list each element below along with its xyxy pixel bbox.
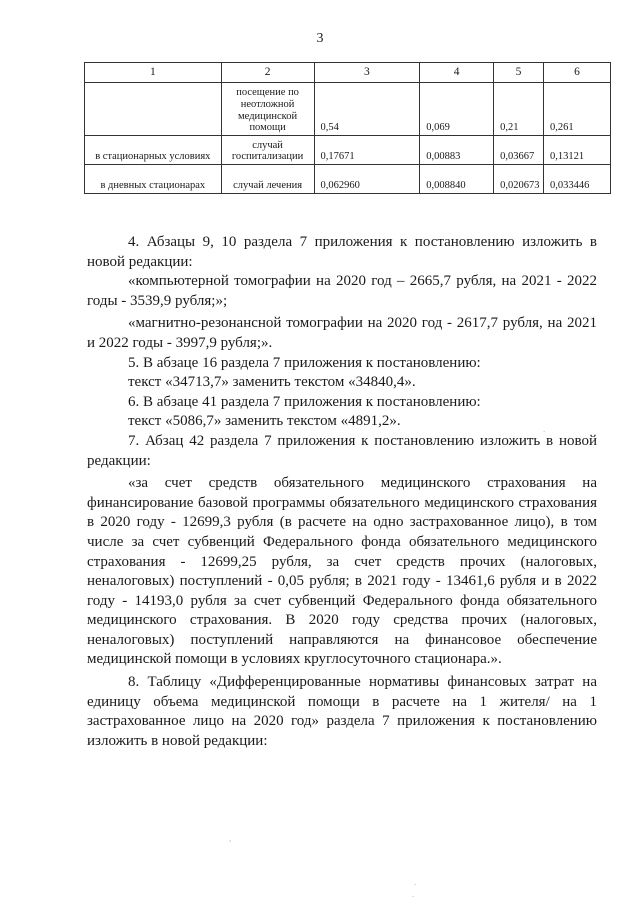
table-header-cell: 5 <box>494 63 544 83</box>
paragraph-item-7: 7. Абзац 42 раздела 7 приложения к постановлению изложить в новой редакции: <box>87 432 597 469</box>
document-body <box>87 233 597 751</box>
table-row <box>85 165 611 194</box>
table-cell: в стационарных условиях <box>85 136 222 165</box>
table-cell: 0,21 <box>494 83 544 136</box>
table-cell: 0,03667 <box>494 136 544 165</box>
scan-mark: . <box>543 424 546 434</box>
table-header-cell: 6 <box>544 63 611 83</box>
table-row <box>85 83 611 136</box>
table-header-row <box>85 63 611 83</box>
table-header-cell: 2 <box>221 63 314 83</box>
table-cell: 0,00883 <box>420 136 494 165</box>
scan-mark: , <box>229 833 232 843</box>
paragraph-item-8: 8. Таблицу «Дифференцированные нормативы финансовых затрат на единицу объема медицинской помощи в расчете на 1 жителя/ на 1 застрахованное лицо на 2020 год» раздела 7 приложения к постановлению изложить в новой редакции: <box>87 674 597 749</box>
table-cell: посещение по неотложной медицинской помощи <box>221 83 314 136</box>
table-cell: 0,033446 <box>544 165 611 194</box>
paragraph-quote: «магнитно-резонансной томографии на 2020 год - 2617,7 рубля, на 2021 и 2022 годы - 3997,9 рубля;». <box>87 315 597 351</box>
table-cell: 0,54 <box>314 83 420 136</box>
paragraph-quote: «за счет средств обязательного медицинского страхования на финансирование базовой программы обязательного медицинского страхования в 2020 году - 12699,3 рубля (в расчете на одно застрахованное лицо), в том числе за счет субвенций Федерального фонда обязательного медицинского страхования - 12699,25 рубля, за счет средств прочих (налоговых, неналоговых) поступлений - 0,05 рубля; в 2021 году - 13461,6 рубля и в 2022 году - 14193,0 рубля за счет субвенций Федерального фонда обязательного медицинского страхования. В 2020 году средства прочих (налоговых, неналоговых) поступлений направляются на финансовое обеспечение медицинской помощи в условиях круглосуточного стационара.». <box>87 475 597 668</box>
table-cell: 0,020673 <box>494 165 544 194</box>
paragraph-item-6: 6. В абзаце 41 раздела 7 приложения к постановлению: <box>128 393 481 410</box>
paragraph-item-5: 5. В абзаце 16 раздела 7 приложения к постановлению: <box>128 354 481 371</box>
table-header-cell: 1 <box>85 63 222 83</box>
paragraph-quote: «компьютерной томографии на 2020 год – 2665,7 рубля, на 2021 - 2022 годы - 3539,9 рубля;»; <box>87 273 597 309</box>
table-cell: в дневных стационарах <box>85 165 222 194</box>
page-number: 3 <box>316 31 324 46</box>
paragraph-replacement: текст «5086,7» заменить текстом «4891,2». <box>128 413 401 430</box>
table-cell: 0,261 <box>544 83 611 136</box>
table-cell: 0,17671 <box>314 136 420 165</box>
table-cell: 0,062960 <box>314 165 420 194</box>
table-cell <box>85 83 222 136</box>
paragraph-item-4: 4. Абзацы 9, 10 раздела 7 приложения к постановлению изложить в новой редакции: <box>87 234 597 270</box>
table-header-cell: 4 <box>420 63 494 83</box>
table-header-cell: 3 <box>314 63 420 83</box>
table-cell: случай лечения <box>221 165 314 194</box>
scan-mark: . <box>414 877 417 887</box>
table-cell: 0,008840 <box>420 165 494 194</box>
table-cell: 0,13121 <box>544 136 611 165</box>
financial-norms-table <box>84 62 611 194</box>
table-cell: 0,069 <box>420 83 494 136</box>
table-cell: случай госпитализации <box>221 136 314 165</box>
scan-mark: . <box>412 889 415 899</box>
paragraph-replacement: текст «34713,7» заменить текстом «34840,4». <box>128 374 416 391</box>
table-row <box>85 136 611 165</box>
